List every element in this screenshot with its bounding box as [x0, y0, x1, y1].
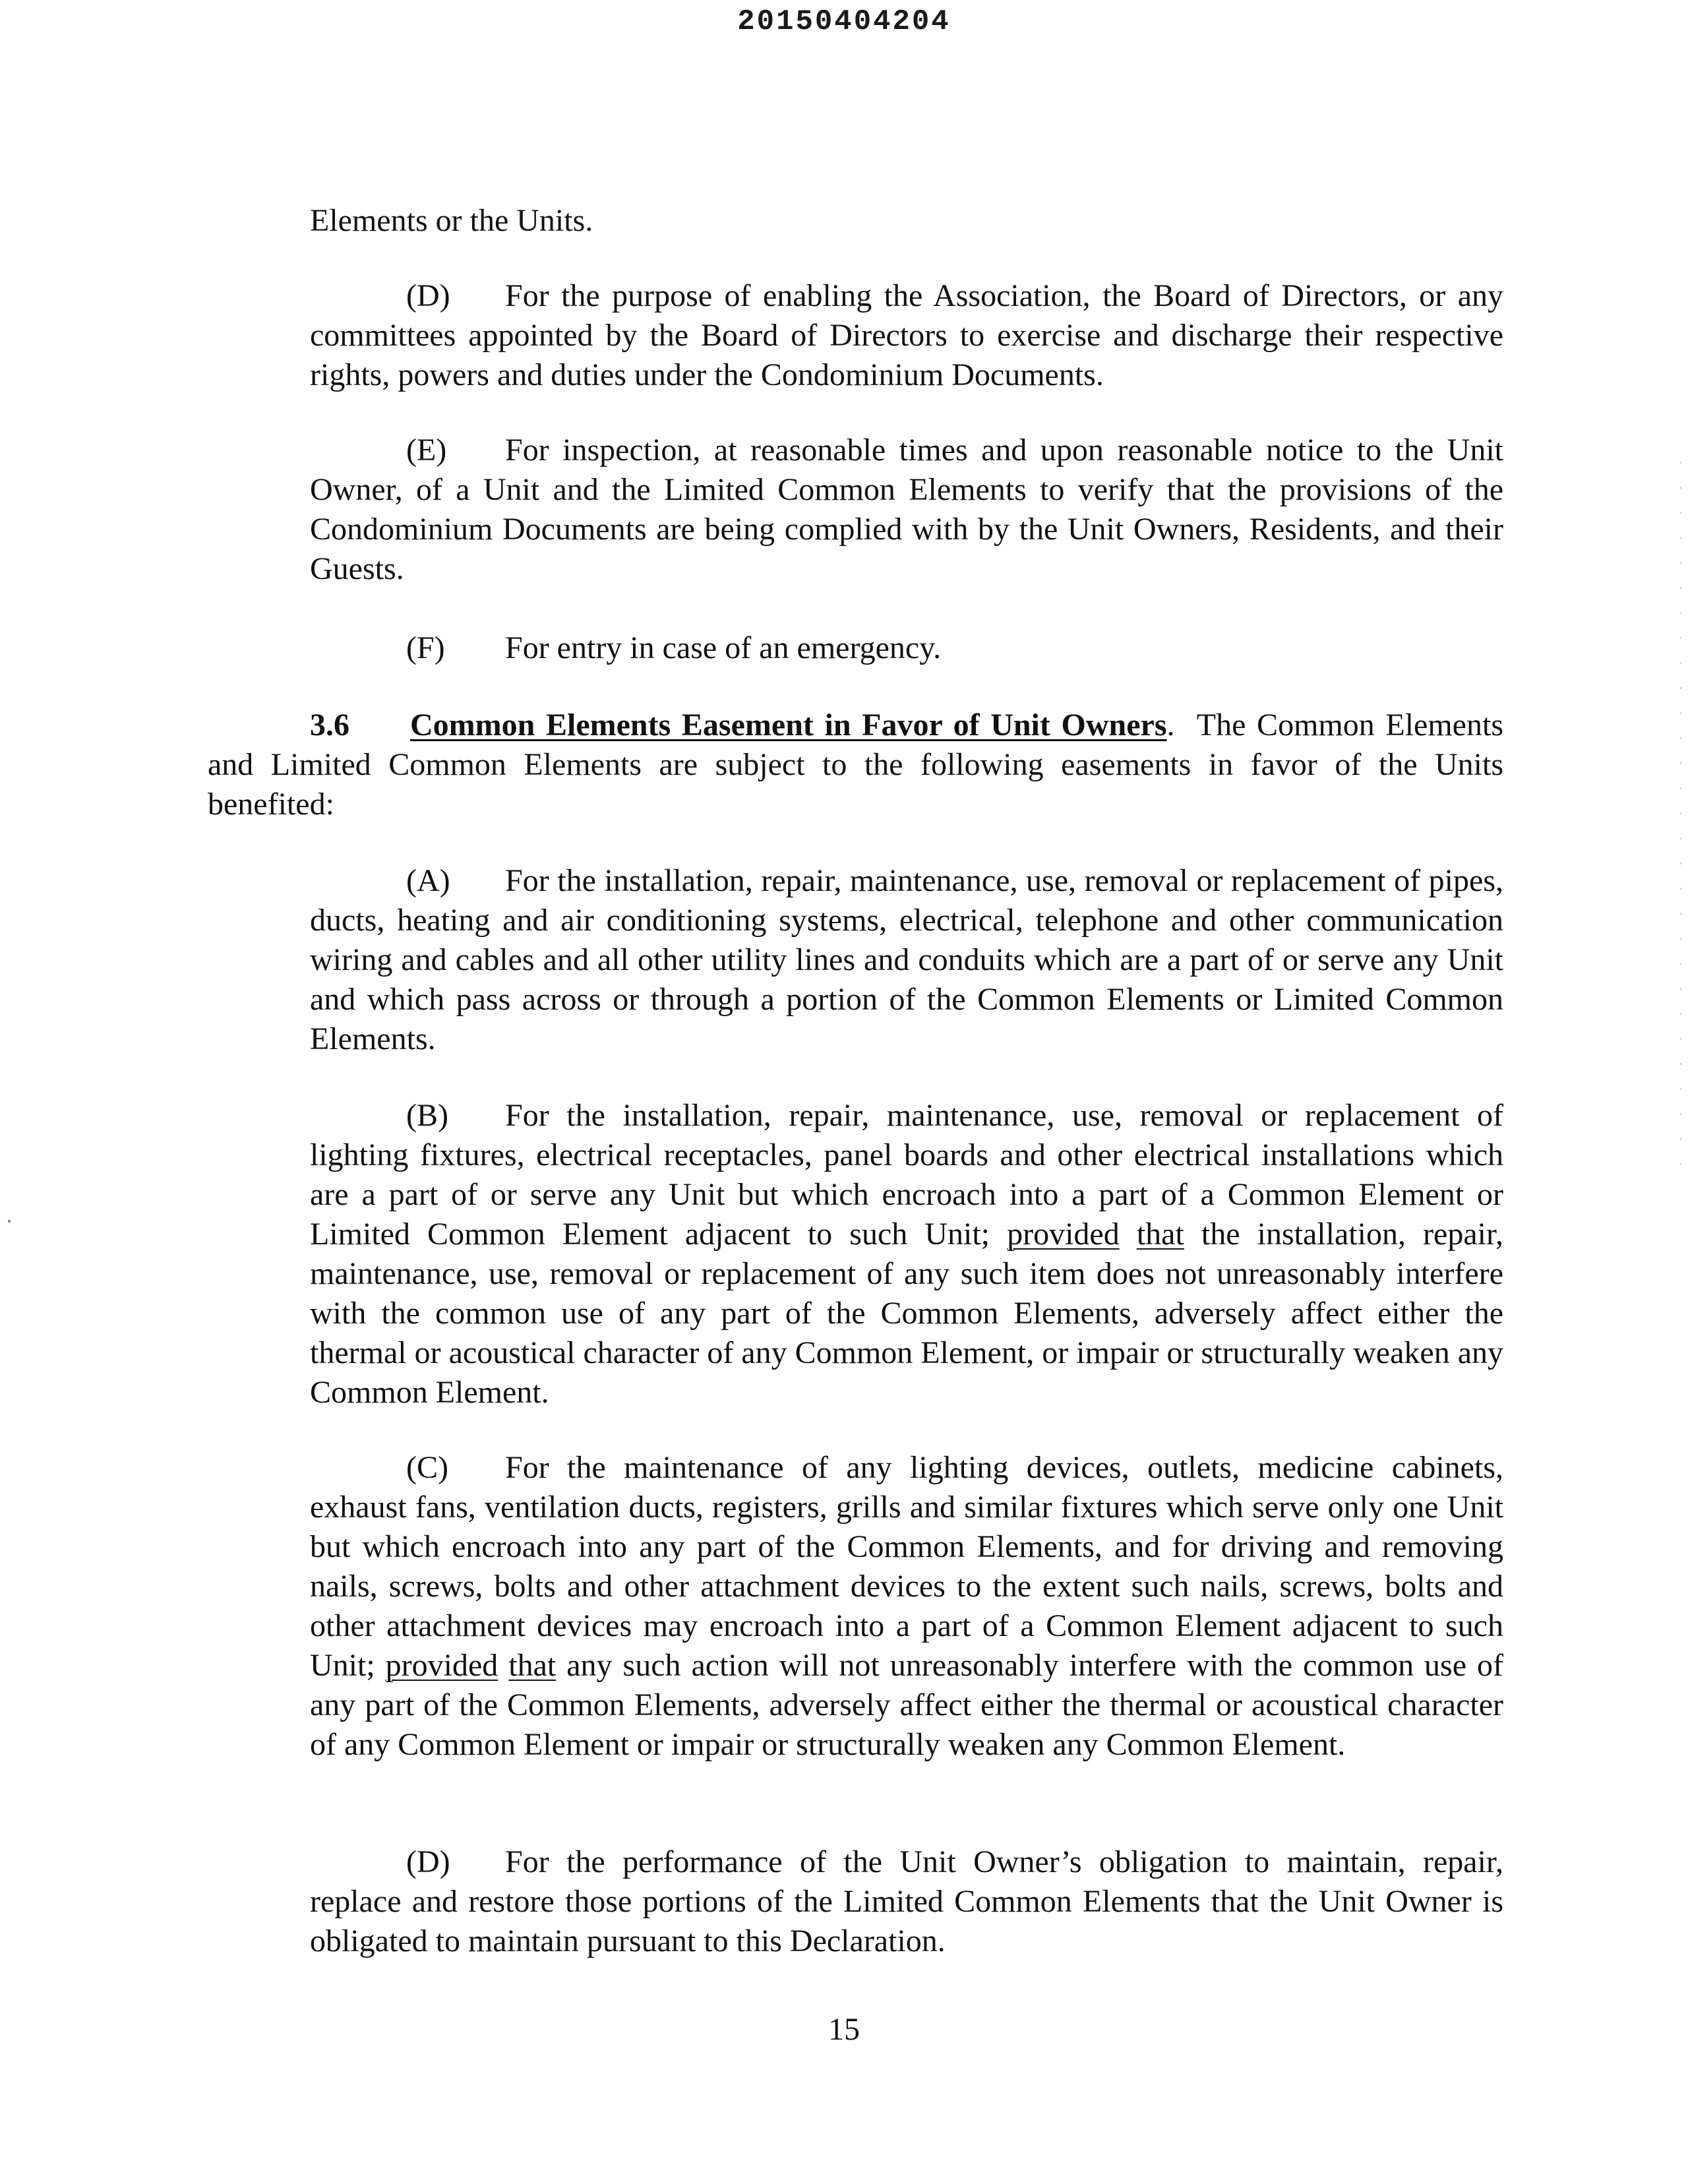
page-number: 15	[828, 2012, 860, 2047]
item-text: For the installation, repair, maintenance, use, removal or replacement of pipes, ducts, heating and air conditioning systems, electrical, telephone and other communication wiring and cables and all other utility lines and conduits which are a part of or serve any Unit and which pass across or through a portion of the Common Elements or Limited Common Elements.	[310, 863, 1503, 1056]
item-text: For entry in case of an emergency.	[505, 630, 942, 665]
document-number: 20150404204	[737, 5, 951, 38]
scan-speck	[8, 1220, 11, 1223]
item-text: For inspection, at reasonable times and upon reasonable notice to the Unit Owner, of a Unit and the Limited Common Elements to verify that the provisions of the Condominium Documents are being complied with by the Unit Owners, Residents, and their Guests.	[310, 433, 1503, 586]
paragraph-3-6-c	[310, 1448, 1503, 1765]
that-term: that	[1136, 1217, 1184, 1252]
item-marker: (C)	[406, 1450, 448, 1485]
item-marker: (D)	[406, 1844, 450, 1879]
item-text-before: For the installation, repair, maintenance, use, removal or replacement of lighting fixtures, electrical receptacles, panel boards and other electrical installations which are a part of or serve any Unit but which encroach into a part of a Common Element or Limited Common Element adjacent to such Unit;	[310, 1098, 1503, 1252]
section-title: Common Elements Easement in Favor of Unit Owners	[410, 708, 1167, 743]
item-marker: (D)	[406, 278, 450, 313]
section-number: 3.6	[310, 708, 349, 743]
paragraph-3-5-f	[310, 628, 1503, 668]
that-term: that	[508, 1648, 557, 1683]
paragraph-3-5-e	[310, 431, 1503, 589]
item-text: For the performance of the Unit Owner’s obligation to maintain, repair, replace and restore those portions of the Limited Common Elements that the Unit Owner is obligated to maintain pursuant to this Declaration.	[310, 1844, 1503, 1958]
paragraph-3-6-b	[310, 1096, 1503, 1412]
provided-term: provided	[385, 1648, 498, 1683]
item-marker: (A)	[406, 863, 450, 898]
scan-edge-artifact	[1680, 462, 1681, 1187]
item-text: For the purpose of enabling the Association, the Board of Directors, or any committees appointed by the Board of Directors to exercise and discharge their respective rights, powers and duties under the Condominium Documents.	[310, 278, 1503, 392]
carryover-paragraph	[310, 201, 1503, 241]
provided-term: provided	[1007, 1217, 1120, 1252]
paragraph-3-5-d	[310, 276, 1503, 395]
item-text-before: For the maintenance of any lighting devices, outlets, medicine cabinets, exhaust fans, ventilation ducts, registers, grills and similar fixtures which serve only one Unit but which encroach into any part of the Common Elements, and for driving and removing nails, screws, bolts and other attachment devices to the extent such nails, screws, bolts and other attachment devices may encroach into a part of a Common Element adjacent to such Unit;	[310, 1450, 1503, 1683]
item-text-after: any such action will not unreasonably interfere with the common use of any part of the Common Elements, adversely affect either the thermal or acoustical character of any Common Element or impair or structurally weaken any Common Element.	[310, 1648, 1504, 1762]
item-text-after: the installation, repair, maintenance, use, removal or replacement of any such item does not unreasonably interfere with the common use of any part of the Common Elements, adversely affect either the thermal or acoustical character of any Common Element, or impair or structurally weaken any Common Element.	[310, 1217, 1504, 1410]
section-title-period: .	[1166, 708, 1175, 743]
paragraph-3-6-a	[310, 861, 1503, 1059]
paragraph-3-6-d	[310, 1842, 1503, 1961]
item-marker: (B)	[406, 1098, 448, 1133]
section-3-6	[208, 706, 1503, 824]
item-marker: (E)	[406, 433, 447, 468]
section-intro: The Common Elements and Limited Common Elements are subject to the following easements in favor of the Units benefited:	[208, 708, 1504, 822]
carryover-text: Elements or the Units.	[310, 203, 593, 238]
item-marker: (F)	[406, 630, 445, 665]
